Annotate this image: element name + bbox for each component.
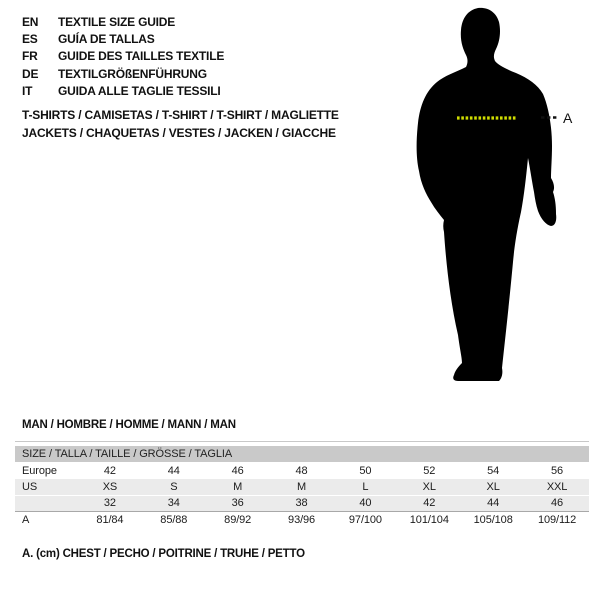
measurement-note: A. (cm) CHEST / PECHO / POITRINE / TRUHE / PETTO [22, 548, 305, 560]
language-code: EN [22, 15, 39, 29]
language-title: GUIDE DES TAILLES TEXTILE [58, 49, 225, 64]
row-label: A [15, 511, 78, 529]
cell: XL [461, 479, 525, 495]
language-code: DE [22, 66, 39, 81]
cell: XXL [525, 479, 589, 495]
measure-label-a: A [563, 110, 573, 126]
section-label-man: MAN / HOMBRE / HOMME / MANN / MAN [22, 419, 236, 431]
language-title: GUÍA DE TALLAS [58, 32, 155, 47]
cell: 44 [487, 497, 500, 509]
table-top-rule [15, 441, 589, 442]
cell: 44 [167, 464, 180, 477]
cell: L [334, 479, 398, 495]
size-table-header-row [15, 446, 589, 462]
cell: 101/104 [397, 511, 461, 529]
language-row-it [22, 83, 224, 100]
language-row-de [22, 66, 224, 83]
size-table [15, 441, 589, 529]
cell: 36 [231, 497, 244, 509]
language-title: TEXTILGRÖßENFÜHRUNG [58, 66, 207, 81]
product-category-list [22, 106, 339, 142]
cell: 97/100 [334, 511, 398, 529]
cell: M [270, 479, 334, 495]
cell: 42 [423, 497, 436, 509]
product-line-tshirts: T-SHIRTS / CAMISETAS / T-SHIRT / T-SHIRT / MAGLIETTE [22, 108, 339, 122]
cell: S [142, 479, 206, 495]
table-row-europe [15, 462, 589, 479]
language-row-es [22, 31, 224, 48]
cell: 85/88 [142, 511, 206, 529]
cell: 46 [231, 464, 244, 477]
size-table-header: SIZE / TALLA / TAILLE / GRÖSSE / TAGLIA [15, 446, 589, 462]
cell: XL [397, 479, 461, 495]
language-code: FR [22, 49, 38, 64]
cell: 48 [295, 464, 308, 477]
language-row-en [22, 14, 224, 31]
cell: 34 [167, 497, 180, 509]
cell: 109/112 [525, 511, 589, 529]
cell: 38 [295, 497, 308, 509]
cell: 46 [551, 497, 564, 509]
table-row-us-numeric [15, 495, 589, 511]
man-silhouette-figure [400, 0, 600, 400]
language-title: GUIDA ALLE TAGLIE TESSILI [58, 83, 221, 98]
table-row-us [15, 479, 589, 495]
language-list [22, 14, 224, 100]
language-code: ES [22, 32, 38, 47]
cell: 52 [423, 464, 436, 477]
cell: 42 [103, 464, 116, 477]
language-row-fr [22, 48, 224, 65]
cell: 32 [103, 497, 116, 509]
cell: 56 [551, 464, 564, 477]
cell: 40 [359, 497, 372, 509]
language-title: TEXTILE SIZE GUIDE [58, 15, 176, 29]
man-silhouette [417, 8, 557, 381]
row-label: Europe [22, 464, 57, 477]
cell: 81/84 [78, 511, 142, 529]
cell: XS [78, 479, 142, 495]
language-code: IT [22, 83, 33, 98]
table-row-chest-cm [15, 511, 589, 529]
cell: 50 [359, 464, 372, 477]
cell: 54 [487, 464, 500, 477]
cell: M [206, 479, 270, 495]
cell: 93/96 [270, 511, 334, 529]
row-label: US [15, 479, 78, 495]
cell: 89/92 [206, 511, 270, 529]
size-table-grid [15, 446, 589, 529]
product-line-jackets: JACKETS / CHAQUETAS / VESTES / JACKEN / GIACCHE [22, 126, 336, 140]
cell: 105/108 [461, 511, 525, 529]
row-label [15, 495, 78, 511]
